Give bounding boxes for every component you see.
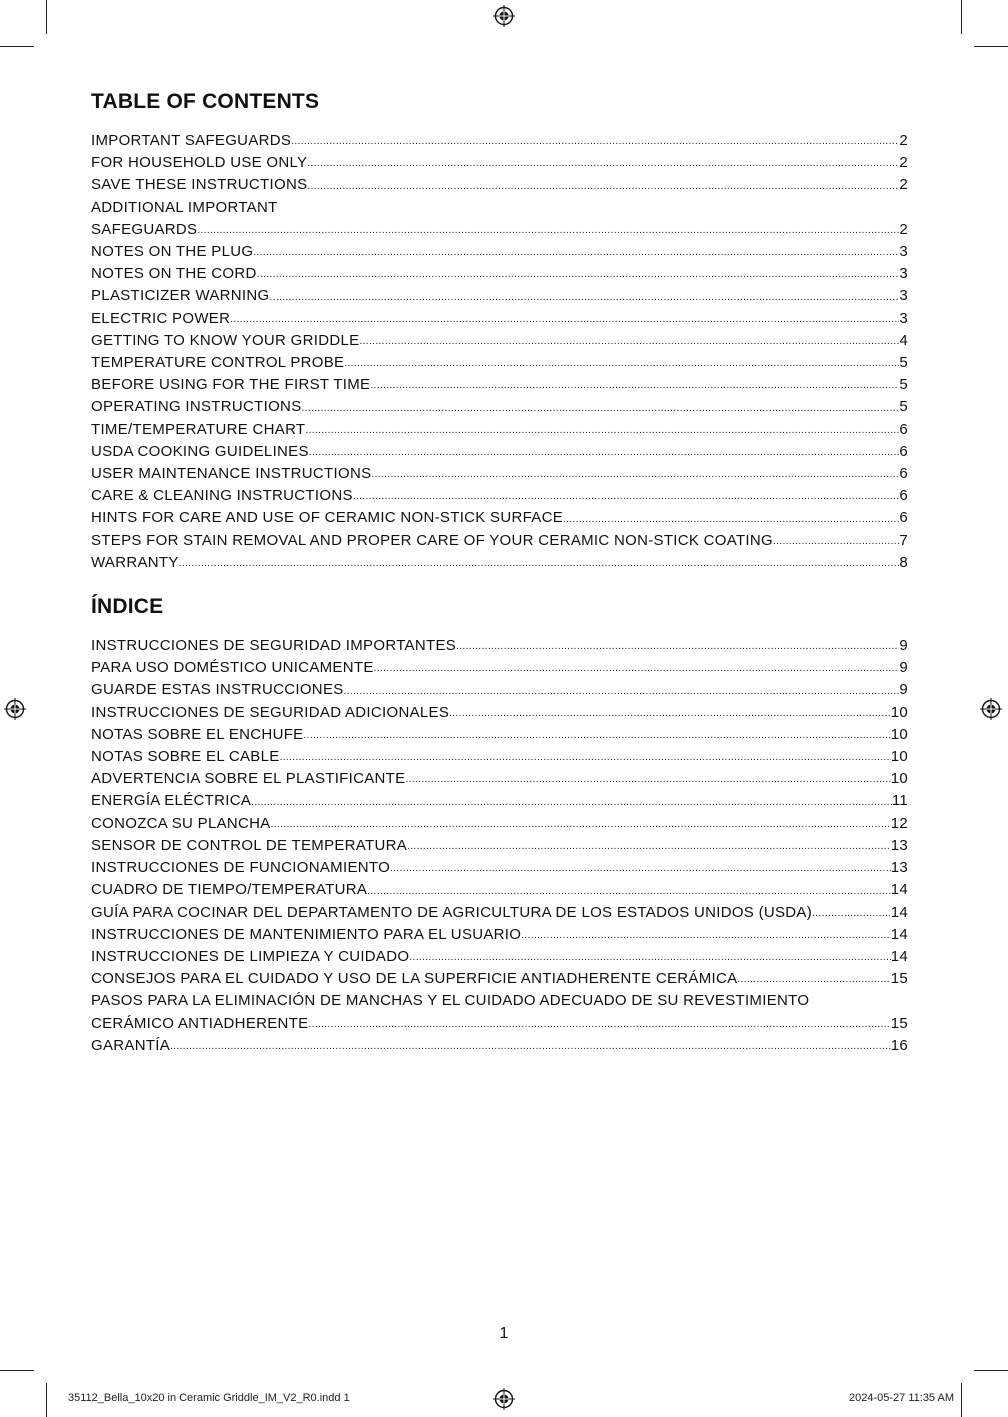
toc-entry-page-number: 14 <box>890 903 908 921</box>
dot-leader <box>449 707 891 724</box>
dot-leader <box>253 246 899 263</box>
toc-entry-page-number: 3 <box>899 287 908 305</box>
toc-entry <box>91 679 908 701</box>
toc-entry-page-number: 5 <box>899 376 908 394</box>
toc-entry-page-number: 3 <box>899 265 908 283</box>
toc-entry-page-number: 10 <box>890 770 908 788</box>
toc-entry <box>91 1035 908 1057</box>
crop-mark <box>46 0 47 34</box>
toc-entry-label: SENSOR DE CONTROL DE TEMPERATURA <box>91 836 408 854</box>
toc-entry-label: NOTAS SOBRE EL ENCHUFE <box>91 725 304 743</box>
toc-entry <box>91 857 908 879</box>
dot-leader <box>409 951 890 968</box>
toc-entry-label: CERÁMICO ANTIADHERENTE <box>91 1014 309 1032</box>
toc-entry <box>91 396 908 418</box>
toc-entry-label: NOTES ON THE PLUG <box>91 243 254 261</box>
toc-entry-label: CARE & CLEANING INSTRUCTIONS <box>91 487 353 505</box>
toc-entry-page-number: 2 <box>899 154 908 172</box>
toc-entry-page-number: 14 <box>890 925 908 943</box>
toc-entry <box>91 241 908 263</box>
toc-entry <box>91 635 908 657</box>
registration-mark-icon <box>980 698 1002 720</box>
toc-entry-page-number: 2 <box>899 132 908 149</box>
toc-entry-label: PLASTICIZER WARNING <box>91 287 270 305</box>
toc-entry-page-number: 14 <box>890 881 908 899</box>
toc-entry <box>91 835 908 857</box>
toc-entry-page-number: 3 <box>899 243 908 261</box>
crop-mark <box>974 46 1008 47</box>
toc-entry <box>91 768 908 790</box>
toc-entry <box>91 263 908 285</box>
dot-leader <box>309 446 900 463</box>
toc-entry-page-number: 9 <box>899 659 908 677</box>
toc-entry <box>91 219 908 241</box>
toc-entry <box>91 924 908 946</box>
registration-mark-icon <box>493 1388 515 1410</box>
registration-mark-icon <box>4 698 26 720</box>
toc-entry-label: USER MAINTENANCE INSTRUCTIONS <box>91 465 372 483</box>
dot-leader <box>303 729 890 746</box>
crop-mark <box>961 1383 962 1417</box>
toc-entry-label: BEFORE USING FOR THE FIRST TIME <box>91 376 371 394</box>
dot-leader <box>257 268 900 285</box>
toc-entry-page-number: 9 <box>899 681 908 699</box>
toc-entry-page-number: 5 <box>899 398 908 416</box>
toc-entry-page-number: 15 <box>890 1014 908 1032</box>
dot-leader <box>280 751 891 768</box>
dot-leader <box>305 424 899 441</box>
dot-leader <box>405 773 890 790</box>
dot-leader <box>291 135 899 152</box>
toc-entry <box>91 902 908 924</box>
crop-mark <box>961 0 962 34</box>
toc-entry-page-number: 16 <box>890 1036 908 1054</box>
toc-entry-label: GUARDE ESTAS INSTRUCCIONES <box>91 681 344 699</box>
toc-entry-label: SAFEGUARDS <box>91 220 198 238</box>
toc-entry <box>91 419 908 441</box>
toc-entry-page-number: 5 <box>899 354 908 372</box>
toc-entry-label: INSTRUCCIONES DE LIMPIEZA Y CUIDADO <box>91 947 410 965</box>
dot-leader <box>271 818 891 835</box>
toc-entry-label: INSTRUCCIONES DE SEGURIDAD IMPORTANTES <box>91 637 457 655</box>
toc-entry <box>91 285 908 307</box>
toc-entry-page-number: 10 <box>890 748 908 766</box>
slug-timestamp: 2024-05-27 11:35 AM <box>849 1392 954 1404</box>
toc-entry-label: CUADRO DE TIEMPO/TEMPERATURA <box>91 881 368 899</box>
toc-entry <box>91 130 908 152</box>
toc-entry-label: GARANTÍA <box>91 1036 171 1054</box>
dot-leader <box>359 335 899 352</box>
dot-leader <box>812 907 891 924</box>
dot-leader <box>521 929 890 946</box>
toc-entry <box>91 374 908 396</box>
toc-entry <box>91 968 908 990</box>
dot-leader <box>371 468 899 485</box>
toc-entry <box>91 724 908 746</box>
toc-title-spanish: ÍNDICE <box>91 595 164 619</box>
toc-entry-page-number: 11 <box>891 792 908 810</box>
toc-entry-page-number: 14 <box>890 947 908 965</box>
toc-entry <box>91 1013 908 1035</box>
toc-entry-label: CONOZCA SU PLANCHA <box>91 814 271 832</box>
toc-entry-page-number: 6 <box>899 420 908 438</box>
toc-entry <box>91 441 908 463</box>
toc-entry-page-number: 3 <box>899 309 908 327</box>
dot-leader <box>407 840 891 857</box>
toc-entry-label: HINTS FOR CARE AND USE OF CERAMIC NON-STICK SURFACE <box>91 509 564 527</box>
toc-entry-label: ELECTRIC POWER <box>91 309 231 327</box>
toc-entry-label: NOTAS SOBRE EL CABLE <box>91 748 280 766</box>
toc-entry-label: ADVERTENCIA SOBRE EL PLASTIFICANTE <box>91 770 406 788</box>
toc-entry-page-number: 12 <box>890 814 908 832</box>
dot-leader <box>456 640 899 657</box>
toc-entry <box>91 657 908 679</box>
dot-leader <box>270 291 900 308</box>
toc-entry-page-number: 9 <box>899 637 908 655</box>
toc-entry-page-number: 6 <box>899 509 908 527</box>
toc-entry-label: GETTING TO KNOW YOUR GRIDDLE <box>91 331 360 349</box>
dot-leader <box>307 157 899 174</box>
toc-entry <box>91 530 908 552</box>
toc-entry-page-number: 10 <box>890 725 908 743</box>
toc-entry-page-number: 13 <box>890 859 908 877</box>
dot-leader <box>179 557 900 574</box>
dot-leader <box>353 490 900 507</box>
toc-entry-page-number: 10 <box>890 703 908 721</box>
toc-entry-label: INSTRUCCIONES DE SEGURIDAD ADICIONALES <box>91 703 450 721</box>
toc-entry-label: STEPS FOR STAIN REMOVAL AND PROPER CARE OF YOUR CERAMIC NON-STICK COATING <box>91 531 773 549</box>
toc-entry-label: SAVE THESE INSTRUCTIONS <box>91 176 308 194</box>
toc-entry-label: OPERATING INSTRUCTIONS <box>91 398 302 416</box>
registration-mark-icon <box>493 5 515 27</box>
toc-entry <box>91 485 908 507</box>
toc-entry-label-line: ADDITIONAL IMPORTANT <box>91 198 278 216</box>
toc-entry-label: WARRANTY <box>91 553 179 571</box>
toc-entry <box>91 463 908 485</box>
dot-leader <box>773 535 899 552</box>
toc-entry-page-number: 2 <box>899 176 908 194</box>
toc-entry <box>91 946 908 968</box>
toc-entry-page-number: 2 <box>899 220 908 238</box>
toc-entry-page-number: 6 <box>899 465 908 483</box>
dot-leader <box>390 862 891 879</box>
toc-entry-page-number: 15 <box>890 970 908 988</box>
toc-entry-page-number: 8 <box>899 553 908 571</box>
dot-leader <box>251 796 892 813</box>
toc-entry-page-number: 13 <box>890 836 908 854</box>
toc-entry-label: INSTRUCCIONES DE FUNCIONAMIENTO <box>91 859 391 877</box>
toc-entry <box>91 152 908 174</box>
page-number: 1 <box>499 1325 509 1342</box>
toc-entry <box>91 330 908 352</box>
slug-filename: 35112_Bella_10x20 in Ceramic Griddle_IM_V2_R0.indd 1 <box>68 1392 350 1404</box>
crop-mark <box>974 1370 1008 1371</box>
dot-leader <box>308 1018 890 1035</box>
toc-list-spanish <box>91 635 908 1057</box>
toc-entry-label: CONSEJOS PARA EL CUIDADO Y USO DE LA SUPERFICIE ANTIADHERENTE CERÁMICA <box>91 970 738 988</box>
toc-entry <box>91 879 908 901</box>
dot-leader <box>230 313 899 330</box>
dot-leader <box>307 180 899 197</box>
dot-leader <box>370 379 899 396</box>
toc-entry <box>91 507 908 529</box>
toc-entry <box>91 352 908 374</box>
crop-mark <box>0 46 34 47</box>
toc-title-english: TABLE OF CONTENTS <box>91 90 320 113</box>
toc-entry-label: GUÍA PARA COCINAR DEL DEPARTAMENTO DE AGRICULTURA DE LOS ESTADOS UNIDOS (USDA) <box>91 903 813 921</box>
toc-entry-page-number: 7 <box>899 531 908 549</box>
dot-leader <box>374 662 900 679</box>
toc-entry <box>91 174 908 196</box>
toc-entry <box>91 813 908 835</box>
toc-entry-label: NOTES ON THE CORD <box>91 265 257 283</box>
toc-entry <box>91 702 908 724</box>
toc-entry-label: TIME/TEMPERATURE CHART <box>91 420 306 438</box>
toc-entry <box>91 746 908 768</box>
toc-entry-label: FOR HOUSEHOLD USE ONLY <box>91 154 308 172</box>
toc-list-english <box>91 130 908 574</box>
dot-leader <box>197 224 899 241</box>
dot-leader <box>302 402 900 419</box>
toc-entry-label: USDA COOKING GUIDELINES <box>91 442 309 460</box>
table-of-contents-page <box>91 90 908 1057</box>
toc-entry-label: TEMPERATURE CONTROL PROBE <box>91 354 345 372</box>
toc-entry-page-number: 4 <box>899 331 908 349</box>
toc-entry-label: PARA USO DOMÉSTICO UNICAMENTE <box>91 659 374 677</box>
dot-leader <box>367 885 891 902</box>
dot-leader <box>170 1040 891 1057</box>
crop-mark <box>46 1383 47 1417</box>
toc-entry-label: ENERGÍA ELÉCTRICA <box>91 792 252 810</box>
toc-entry-page-number: 6 <box>899 442 908 460</box>
toc-entry <box>91 308 908 330</box>
dot-leader <box>737 973 890 990</box>
dot-leader <box>344 685 900 702</box>
toc-entry-label: INSTRUCCIONES DE MANTENIMIENTO PARA EL USUARIO <box>91 925 522 943</box>
dot-leader <box>344 357 899 374</box>
toc-entry-label-line: PASOS PARA LA ELIMINACIÓN DE MANCHAS Y EL CUIDADO ADECUADO DE SU REVESTIMIENTO <box>91 992 810 1010</box>
crop-mark <box>0 1370 34 1371</box>
dot-leader <box>563 513 899 530</box>
toc-entry-page-number: 6 <box>899 487 908 505</box>
toc-entry <box>91 790 908 812</box>
toc-entry <box>91 552 908 574</box>
toc-entry-label: IMPORTANT SAFEGUARDS <box>91 132 292 149</box>
